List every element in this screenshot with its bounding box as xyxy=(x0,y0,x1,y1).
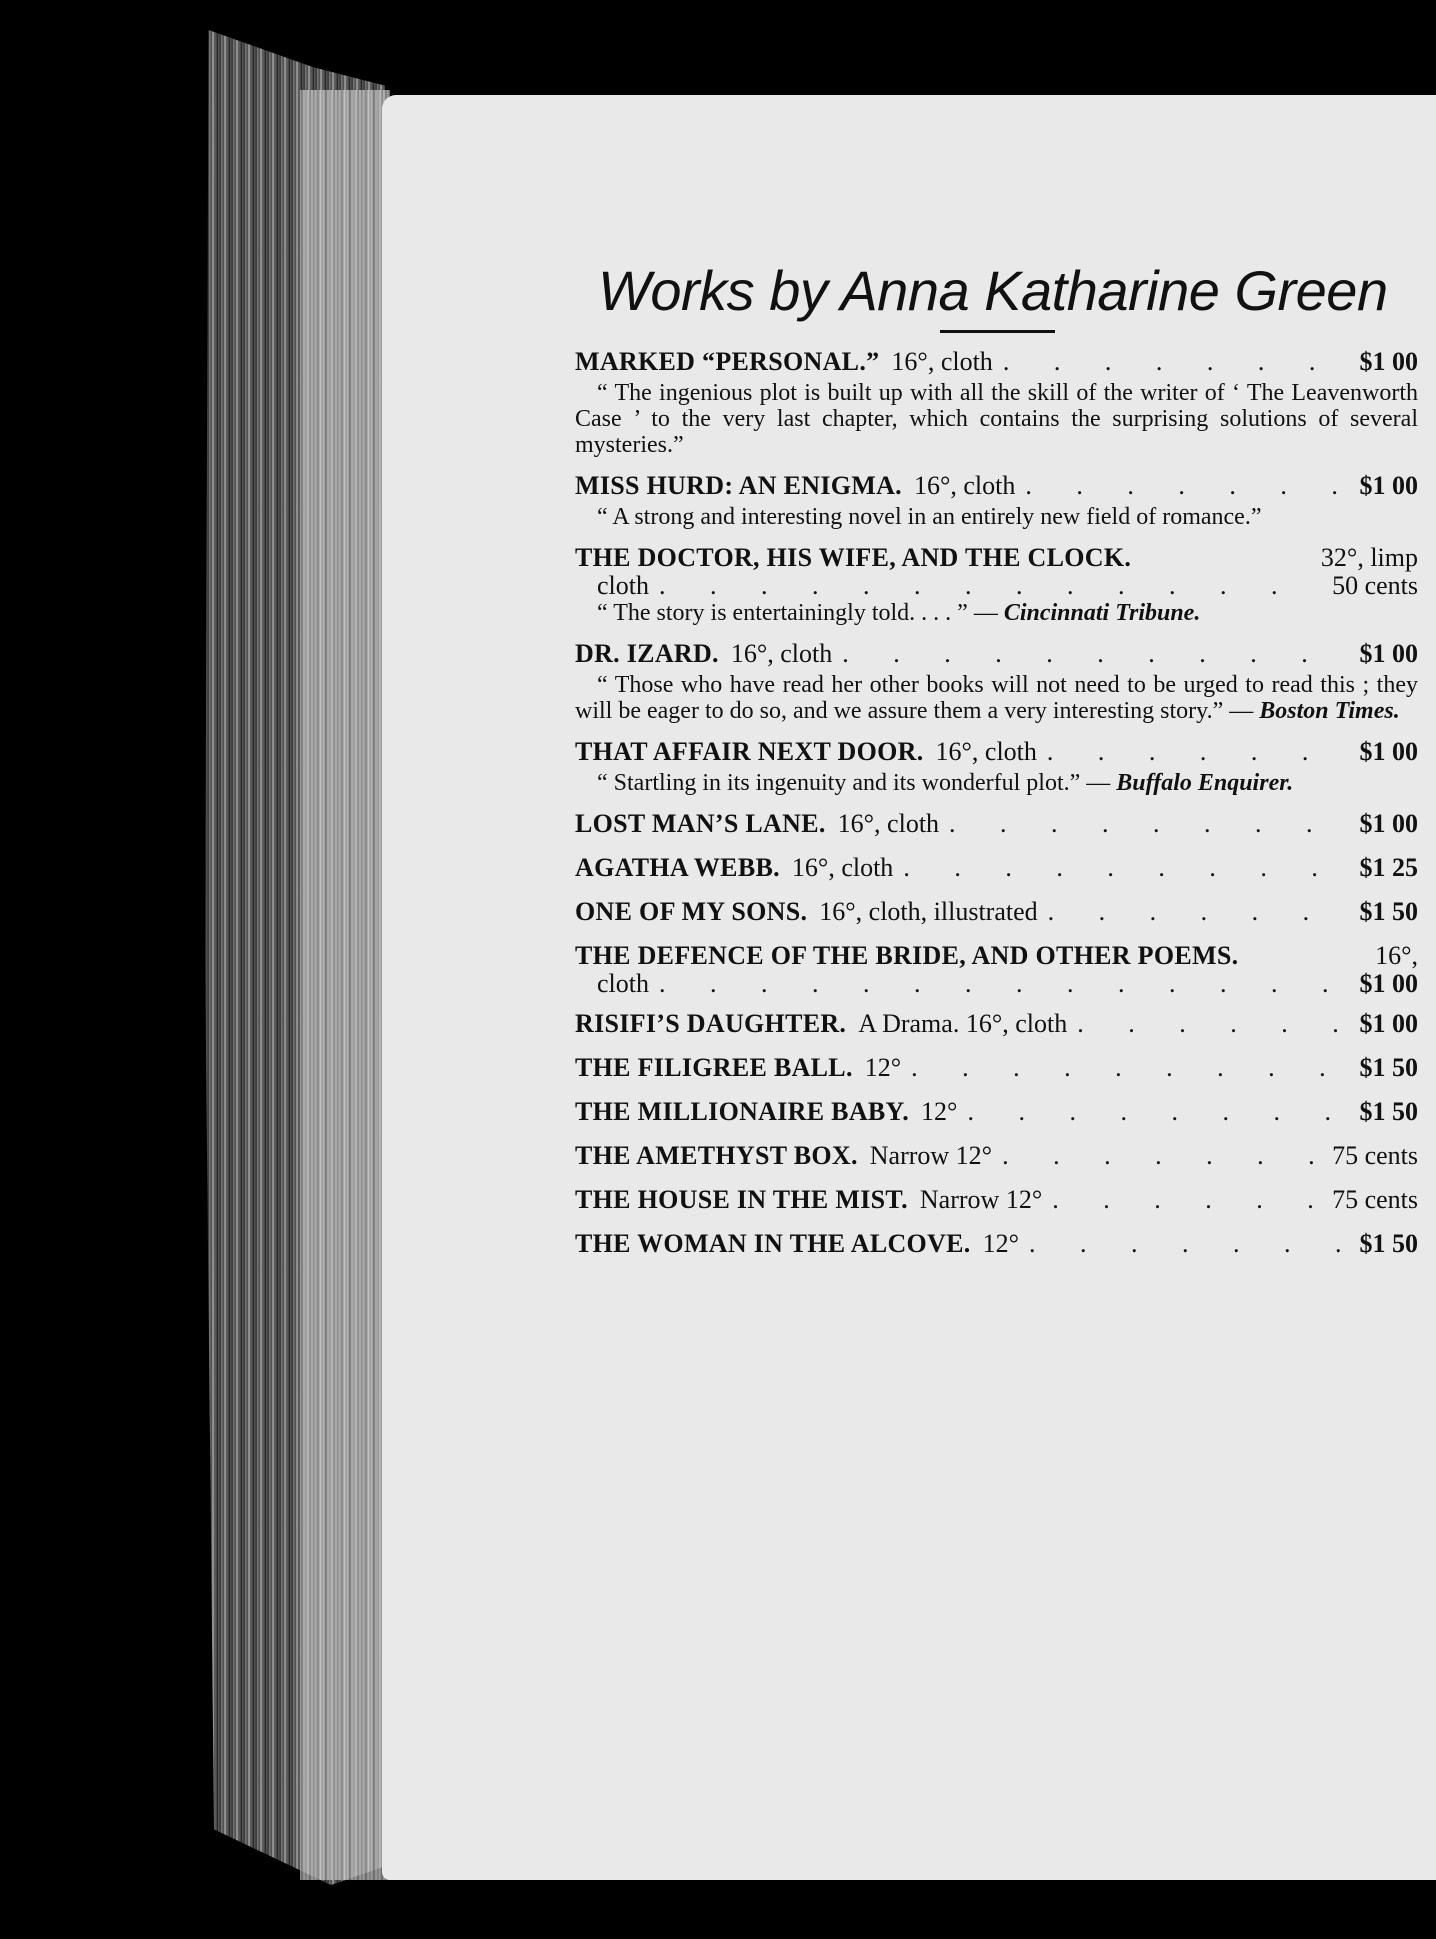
book-format: 16°, xyxy=(1375,941,1418,970)
leader-dots xyxy=(1077,1008,1349,1040)
book-title: MARKED “PERSONAL.” xyxy=(575,347,880,376)
review-quote xyxy=(575,770,1418,796)
book-title: ONE OF MY SONS. xyxy=(575,897,808,926)
book-format: 16°, cloth xyxy=(891,347,993,376)
review-quote xyxy=(575,600,1418,626)
book-price: $1 00 xyxy=(1359,471,1418,500)
book-title: MISS HURD: AN ENIGMA. xyxy=(575,471,902,500)
review-text: “ The story is entertainingly told. . . . ” — xyxy=(597,600,998,626)
book-format: Narrow 12° xyxy=(869,1141,993,1170)
book-title: AGATHA WEBB. xyxy=(575,853,780,882)
book-price: $1 50 xyxy=(1359,1097,1418,1126)
book-format: 16°, cloth xyxy=(791,853,894,882)
book-price: $1 00 xyxy=(1359,1009,1418,1038)
book-price: $1 50 xyxy=(1359,897,1418,926)
book-format: 16°, cloth xyxy=(935,737,1037,766)
book-price: 75 cents xyxy=(1332,1185,1418,1214)
leader-dots xyxy=(842,638,1349,670)
list-item xyxy=(575,1184,1418,1216)
book-listing xyxy=(575,346,1418,1272)
leader-dots xyxy=(1048,896,1350,928)
leader-dots xyxy=(1025,470,1349,502)
book-title: THE HOUSE IN THE MIST. xyxy=(575,1185,908,1214)
book-price: $1 25 xyxy=(1359,853,1418,882)
review-text: “ Startling in its ingenuity and its wonderful plot.” — xyxy=(597,770,1111,796)
book-price: $1 00 xyxy=(1359,347,1418,376)
book-title: THE DOCTOR, HIS WIFE, AND THE CLOCK. xyxy=(575,543,1132,572)
leader-dots xyxy=(967,1096,1349,1128)
book-price: $1 50 xyxy=(1359,1229,1418,1258)
list-item xyxy=(575,1140,1418,1172)
review-source: Boston Times. xyxy=(1259,698,1400,724)
review-quote: “ The ingenious plot is built up with all the skill of the writer of ‘ The Leavenworth Case ’ to the very last chapter, which contains the surprising solutions of several mysteries.” xyxy=(575,380,1418,458)
book-format: 12° xyxy=(982,1229,1019,1258)
book-price: $1 00 xyxy=(1359,639,1418,668)
book-format: 16°, cloth xyxy=(913,471,1016,500)
book-title: THE FILIGREE BALL. xyxy=(575,1053,853,1082)
book-title: DR. IZARD. xyxy=(575,639,719,668)
leader-dots xyxy=(1002,1140,1322,1172)
book-price: 50 cents xyxy=(1332,571,1418,600)
list-item xyxy=(575,470,1418,530)
book-price: $1 00 xyxy=(1359,737,1418,766)
book-price: $1 50 xyxy=(1359,1053,1418,1082)
book-format-cont: cloth xyxy=(597,571,649,600)
book-format: 12° xyxy=(864,1053,902,1082)
list-item xyxy=(575,1052,1418,1084)
book-price: $1 00 xyxy=(1359,969,1418,998)
book-format: 16°, cloth, illustrated xyxy=(819,897,1038,926)
review-text: “ Those who have read her other books will not need to be urged to read this ; they will be eager to do so, and we assure them a very interesting story.” — xyxy=(575,672,1418,724)
list-item xyxy=(575,1228,1418,1260)
leader-dots xyxy=(949,808,1349,840)
list-item xyxy=(575,940,1418,996)
leader-dots xyxy=(903,852,1349,884)
list-item xyxy=(575,1008,1418,1040)
book-title: THE WOMAN IN THE ALCOVE. xyxy=(575,1229,971,1258)
book-title: LOST MAN’S LANE. xyxy=(575,809,826,838)
list-item xyxy=(575,346,1418,458)
book-title: THE DEFENCE OF THE BRIDE, AND OTHER POEMS. xyxy=(575,941,1239,970)
leader-dots xyxy=(1003,346,1350,378)
book-format: Narrow 12° xyxy=(919,1185,1043,1214)
book-title: THE MILLIONAIRE BABY. xyxy=(575,1097,910,1126)
book-price: 75 cents xyxy=(1332,1141,1418,1170)
list-item xyxy=(575,542,1418,626)
book-format: A Drama. 16°, cloth xyxy=(858,1009,1068,1038)
book-format-cont: cloth xyxy=(597,969,649,998)
page-edges-inner xyxy=(300,90,390,1880)
leader-dots xyxy=(1047,736,1350,768)
book-format: 16°, cloth xyxy=(837,809,940,838)
book-title: THAT AFFAIR NEXT DOOR. xyxy=(575,737,924,766)
leader-dots xyxy=(659,972,1350,996)
page-title: Works by Anna Katharine Green xyxy=(598,259,1388,322)
list-item xyxy=(575,896,1418,928)
review-source: Buffalo Enquirer. xyxy=(1116,770,1294,796)
list-item xyxy=(575,736,1418,796)
list-item xyxy=(575,852,1418,884)
book-price: $1 00 xyxy=(1359,809,1418,838)
list-item xyxy=(575,808,1418,840)
leader-dots xyxy=(659,574,1322,598)
book-format: 16°, cloth xyxy=(730,639,833,668)
review-source: Cincinnati Tribune. xyxy=(1003,600,1201,626)
leader-dots xyxy=(1052,1184,1322,1216)
book-format: 12° xyxy=(921,1097,958,1126)
leader-dots xyxy=(1029,1228,1350,1260)
book-format: 32°, limp xyxy=(1320,543,1418,572)
book-title: THE AMETHYST BOX. xyxy=(575,1141,858,1170)
list-item xyxy=(575,638,1418,724)
title-rule xyxy=(940,330,1055,333)
leader-dots xyxy=(911,1052,1349,1084)
review-quote xyxy=(575,672,1418,724)
review-quote: “ A strong and interesting novel in an entirely new field of romance.” xyxy=(597,504,1262,530)
book-title: RISIFI’S DAUGHTER. xyxy=(575,1009,847,1038)
list-item xyxy=(575,1096,1418,1128)
